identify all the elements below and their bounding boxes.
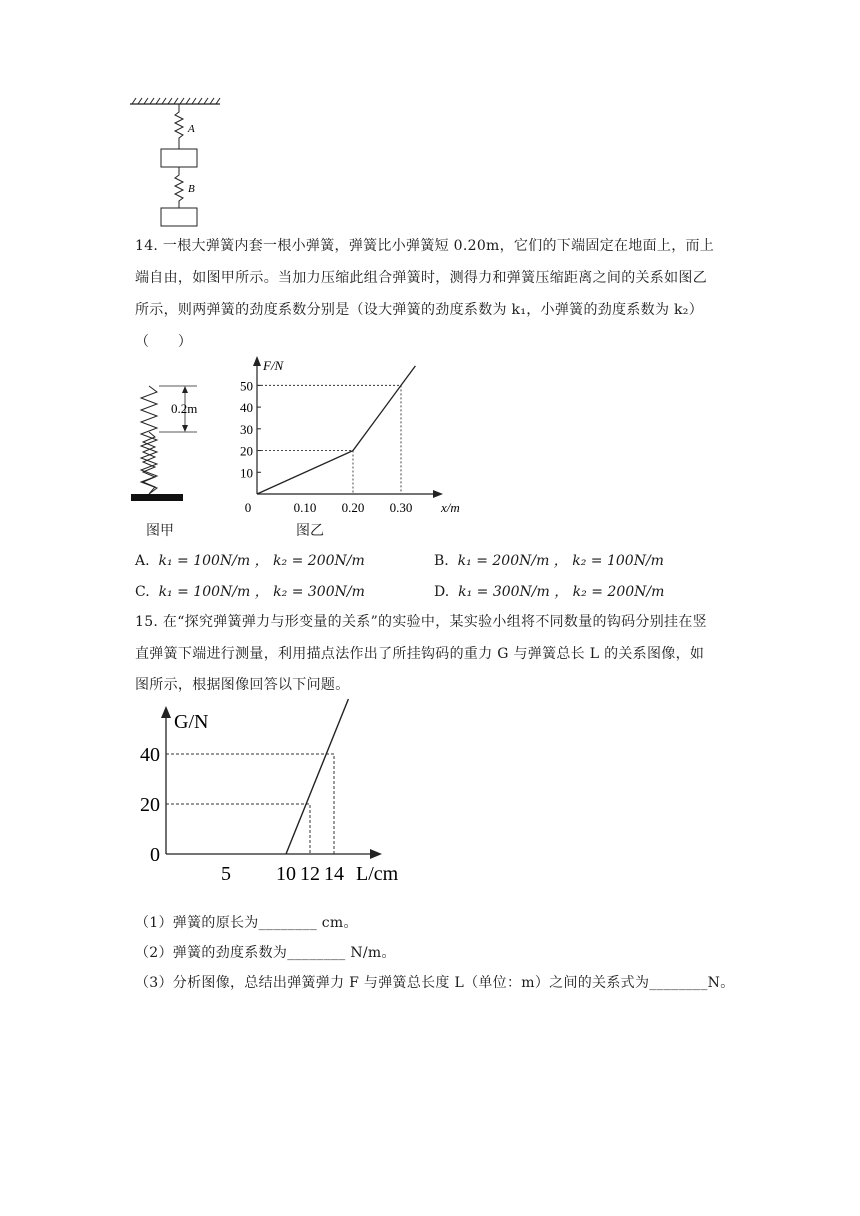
q15-sub-3: （3）分析图像，总结出弹簧弹力 F 与弹簧总长度 L（单位：m）之间的关系式为________N。	[135, 975, 735, 991]
q15-sub-2: （2）弹簧的劲度系数为________ N/m。	[135, 945, 396, 961]
block-upper	[161, 149, 197, 167]
y-tick-label: 50	[240, 378, 253, 394]
x-tick-label: 0	[244, 500, 252, 515]
q15-line-3: 图所示，根据图像回答以下问题。	[135, 677, 350, 693]
q14-line-1: 14. 一根大弹簧内套一根小弹簧，弹簧比小弹簧短 0.20m，它们的下端固定在地面上，而上	[135, 238, 715, 254]
hanging-springs-figure	[120, 96, 230, 230]
option-b-text: k₁ = 200N/m ， k₂ = 100N/m	[457, 553, 664, 569]
y-tick-label: 40	[240, 400, 253, 416]
y-tick-label: 10	[240, 465, 253, 481]
q15-line-2: 直弹簧下端进行测量，利用描点法作出了所挂钩码的重力 G 与弹簧总长 L 的关系图像，如	[135, 646, 705, 662]
q15-sub-1: （1）弹簧的原长为________ cm。	[135, 915, 358, 931]
dim-label: 0.2m	[171, 401, 198, 416]
q14-line-2: 端自由，如图甲所示。当加力压缩此组合弹簧时，测得力和弹簧压缩距离之间的关系如图乙	[135, 270, 707, 286]
option-a-text: k₁ = 100N/m ， k₂ = 200N/m	[158, 553, 365, 569]
spring-a	[175, 104, 183, 149]
x-tick-label: 0.20	[341, 500, 365, 515]
y-tick-label: 30	[240, 421, 253, 437]
x-tick-label: 10	[276, 863, 296, 885]
y-tick-label: 20	[140, 794, 160, 816]
force-compression-chart	[232, 356, 460, 516]
option-a-letter: A.	[135, 553, 150, 569]
spring-a-label: A	[188, 123, 195, 135]
nested-springs-figure	[125, 378, 215, 508]
q15-line-1: 15. 在“探究弹簧弹力与形变量的关系”的实验中，某实验小组将不同数量的钩码分别挂在竖	[135, 614, 707, 630]
spring-b	[175, 167, 183, 208]
option-a[interactable]	[135, 551, 365, 571]
x-axis-arrow	[433, 490, 443, 498]
option-b-letter: B.	[434, 553, 449, 569]
block-lower	[161, 208, 197, 226]
y-axis-label: F/N	[263, 358, 284, 373]
q14-line-3: 所示，则两弹簧的劲度系数分别是（设大弹簧的劲度系数为 k₁，小弹簧的劲度系数为 k₂）	[135, 302, 703, 318]
guide-line	[257, 385, 401, 494]
option-c[interactable]	[135, 582, 365, 602]
x-axis-label: L/cm	[356, 863, 399, 885]
option-d-letter: D.	[434, 584, 450, 600]
weight-length-chart	[130, 700, 410, 890]
option-c-letter: C.	[135, 584, 150, 600]
x-tick-label: 14	[324, 863, 344, 885]
fig-yi-caption: 图乙	[296, 523, 324, 539]
series-line	[257, 366, 415, 494]
option-b[interactable]	[434, 551, 664, 571]
y-axis-arrow	[253, 356, 261, 366]
x-tick-label: 12	[300, 863, 320, 885]
x-tick-label: 0.10	[293, 500, 317, 515]
series-line	[286, 699, 348, 854]
spring-b-label: B	[188, 183, 195, 195]
x-axis-label: x/m	[441, 500, 460, 515]
y-tick-label: 40	[140, 744, 160, 766]
option-d[interactable]	[434, 582, 664, 602]
y-axis-arrow	[161, 706, 171, 718]
y-tick-label: 20	[240, 443, 253, 459]
y-tick-label: 0	[150, 844, 160, 866]
fig-jia-caption: 图甲	[146, 523, 174, 539]
x-tick-label: 0.30	[389, 500, 413, 515]
ground-block	[131, 494, 183, 501]
option-d-text: k₁ = 300N/m ， k₂ = 200N/m	[458, 584, 665, 600]
y-axis-label: G/N	[174, 711, 209, 733]
x-axis-arrow	[370, 849, 382, 859]
option-c-text: k₁ = 100N/m ， k₂ = 300N/m	[158, 584, 365, 600]
x-tick-label: 5	[221, 863, 231, 885]
q14-answer-paren: （ ）	[135, 334, 193, 350]
